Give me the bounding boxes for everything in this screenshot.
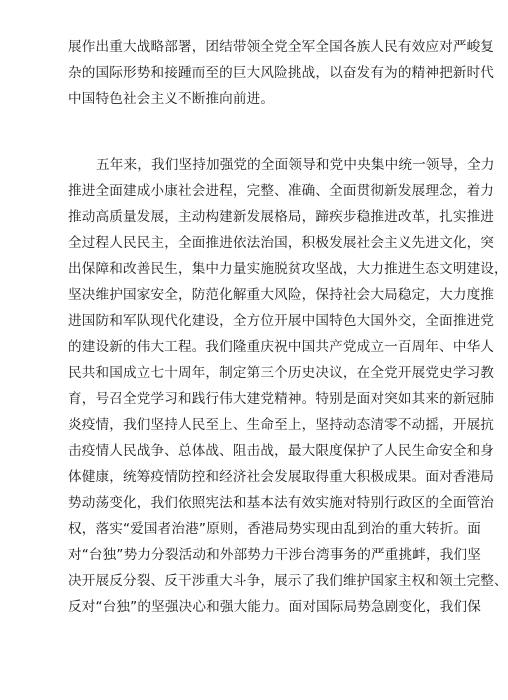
text-line: 炎疫情，我们坚持人民至上、生命至上，坚持动态清零不动摇，开展抗 xyxy=(68,417,495,433)
text-line: 出保障和改善民生，集中力量实施脱贫攻坚战，大力推进生态文明建设， xyxy=(68,261,508,277)
text-line: 击疫情人民战争、总体战、阻击战，最大限度保护了人民生命安全和身 xyxy=(68,443,495,459)
paragraph-first-line: 五年来，我们坚持加强党的全面领导和党中央集中统一领导，全力 xyxy=(96,157,495,173)
text-line: 推动高质量发展，主动构建新发展格局，蹄疾步稳推进改革，扎实推进 xyxy=(68,209,495,225)
text-line: 杂的国际形势和接踵而至的巨大风险挑战，以奋发有为的精神把新时代 xyxy=(68,65,495,81)
text-line: 中国特色社会主义不断推向前进。 xyxy=(68,91,275,107)
text-line: 体健康，统筹疫情防控和经济社会发展取得重大积极成果。面对香港局 xyxy=(68,469,495,485)
text-line: 展作出重大战略部署，团结带领全党全军全国各族人民有效应对严峻复 xyxy=(68,39,495,55)
text-line: 对“台独”势力分裂活动和外部势力干涉台湾事务的严重挑衅，我们坚 xyxy=(68,547,481,563)
text-line: 推进全面建成小康社会进程，完整、准确、全面贯彻新发展理念，着力 xyxy=(68,183,495,199)
text-line: 进国防和军队现代化建设，全方位开展中国特色大国外交，全面推进党 xyxy=(68,313,495,329)
text-line: 全过程人民民主，全面推进依法治国，积极发展社会主义先进文化，突 xyxy=(68,235,495,251)
text-line: 民共和国成立七十周年，制定第三个历史决议，在全党开展党史学习教 xyxy=(68,365,495,381)
text-line: 坚决维护国家安全，防范化解重大风险，保持社会大局稳定，大力度推 xyxy=(68,287,495,303)
text-line: 的建设新的伟大工程。我们隆重庆祝中国共产党成立一百周年、中华人 xyxy=(68,339,495,355)
text-line: 育，号召全党学习和践行伟大建党精神。特别是面对突如其来的新冠肺 xyxy=(68,391,495,407)
text-line: 反对“台独”的坚强决心和强大能力。面对国际局势急剧变化，我们保 xyxy=(68,599,481,615)
text-line: 权，落实“爱国者治港”原则，香港局势实现由乱到治的重大转折。面 xyxy=(68,521,481,537)
text-line: 势动荡变化，我们依照宪法和基本法有效实施对特别行政区的全面管治 xyxy=(68,495,495,511)
text-line: 决开展反分裂、反干涉重大斗争，展示了我们维护国家主权和领土完整、 xyxy=(68,573,508,589)
